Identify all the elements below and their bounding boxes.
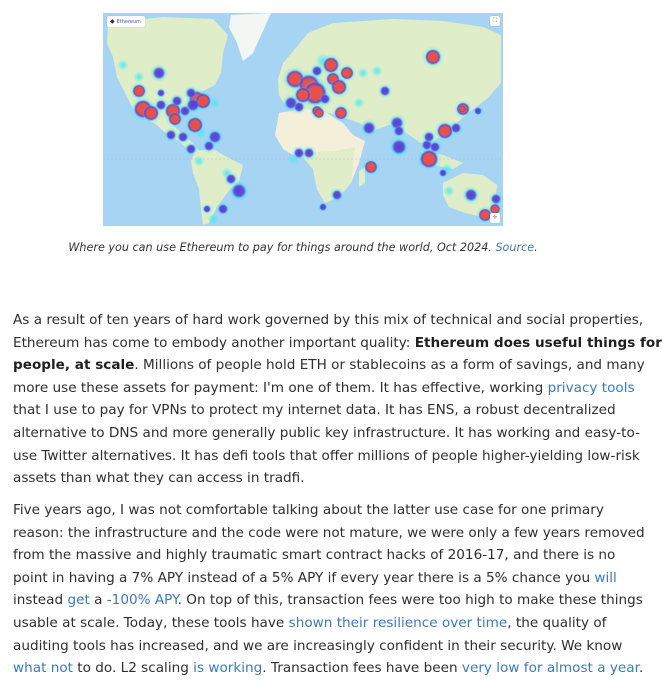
heat-halo: [117, 59, 128, 70]
caption-text: Where you can use Ethereum to pay for things around the world, Oct 2024.: [68, 241, 496, 254]
heat-point: [437, 123, 454, 140]
text-run: use Twitter alternatives. It has defi tools that offer millions of people higher-yielding low-risk: [13, 447, 640, 464]
paragraph-1: [13, 309, 662, 490]
inline-link[interactable]: -100% APY: [106, 592, 178, 609]
paragraph-line: [13, 309, 644, 332]
paragraph-line: [13, 522, 645, 545]
caption-source-link[interactable]: Source: [495, 241, 535, 254]
heat-point: [439, 169, 447, 177]
text-run: reason: the infrastructure and the code were not mature, we were only a few years removed: [13, 524, 645, 541]
heat-point: [303, 147, 314, 158]
heat-point: [185, 87, 196, 98]
heat-point: [313, 107, 324, 118]
text-run: . Transaction fees have been: [262, 660, 462, 677]
heat-point: [391, 139, 408, 156]
text-run: assets than what they can access in tradfi.: [13, 470, 305, 487]
paragraph-line: [13, 354, 645, 377]
inline-link[interactable]: very low for almost a year: [461, 660, 639, 677]
fullscreen-icon: ⛶: [492, 17, 498, 24]
text-run: point in having a 7% APY instead of a 5% APY if every year there is a 5% chance you: [13, 569, 595, 586]
heat-point: [177, 131, 188, 142]
heat-halo: [371, 65, 382, 76]
text-run: alternative to DNS and more generally public key infrastructure. It has working and easy-to-: [13, 424, 640, 441]
text-run: . On top of this, transaction fees were too high to make these things: [177, 592, 643, 609]
paragraph-line: [13, 399, 616, 422]
heat-halo: [353, 97, 364, 108]
paragraph-line: [13, 332, 662, 355]
heat-point: [490, 193, 501, 204]
text-run: , the quality of: [507, 614, 607, 631]
heat-point: [450, 122, 461, 133]
heat-point: [132, 84, 146, 98]
heat-point: [217, 203, 228, 214]
inline-link[interactable]: will: [594, 569, 617, 586]
heat-point: [393, 125, 404, 136]
inline-link[interactable]: shown their resilience over time: [288, 614, 508, 631]
world-map[interactable]: [103, 13, 503, 226]
paragraph-2: [13, 499, 645, 680]
paragraph-line: [13, 467, 598, 490]
heat-point: [152, 66, 166, 80]
caption-end: .: [534, 241, 538, 254]
heat-point: [379, 85, 390, 96]
text-run: from the massive and highly traumatic smart contract hacks of 2016-17, and there is no: [13, 547, 616, 564]
heat-point: [311, 65, 322, 76]
heat-point: [187, 117, 204, 134]
heat-point: [171, 95, 182, 106]
paragraph-line: [13, 657, 644, 680]
text-run: a: [89, 592, 107, 609]
text-run: auditing tools has increased, and we are increasingly confident in their security. We know: [13, 637, 623, 654]
heat-point: [319, 93, 330, 104]
heat-point: [157, 89, 165, 97]
heat-point: [231, 183, 248, 200]
bold-text: people, at scale: [13, 357, 135, 374]
heat-halo: [207, 213, 218, 224]
heat-halo: [133, 71, 144, 82]
heat-halo: [357, 67, 368, 78]
heat-point: [203, 140, 214, 151]
bold-text: Ethereum does useful things for: [414, 334, 662, 351]
heat-point: [225, 173, 236, 184]
heat-point: [423, 131, 434, 142]
locate-button[interactable]: [490, 213, 500, 223]
inline-link[interactable]: what not: [13, 660, 73, 677]
text-run: usable at scale. Today, these tools have: [13, 614, 289, 631]
text-run: that I use to pay for VPNs to protect my internet data. It has ENS, a robust decentralized: [13, 402, 616, 419]
map-layer-label[interactable]: [107, 16, 145, 27]
heat-point: [458, 105, 466, 113]
map-layer-label-text: Ethereum: [116, 18, 142, 25]
inline-link[interactable]: privacy tools: [547, 379, 635, 396]
paragraph-line: [13, 544, 616, 567]
locate-crosshair-icon: ✛: [492, 214, 498, 221]
paragraph-line: [13, 612, 607, 635]
text-run: to do. L2 scaling: [72, 660, 194, 677]
inline-link[interactable]: get: [67, 592, 90, 609]
payment-heatmap-figure[interactable]: [103, 13, 503, 226]
heat-point: [165, 129, 176, 140]
text-run: . Millions of people hold ETH or stablecoins as a form of savings, and many: [134, 357, 645, 374]
heat-point: [203, 205, 211, 213]
text-run: more use these assets for payment: I'm one of them. It has effective, working: [13, 379, 548, 396]
heat-point: [168, 112, 182, 126]
heat-point: [331, 189, 342, 200]
heat-point: [464, 188, 478, 202]
text-run: Five years ago, I was not comfortable talking about the latter use case for one primary: [13, 502, 604, 518]
heat-point: [185, 143, 196, 154]
heat-halo: [193, 155, 204, 166]
text-run: Ethereum has come to embody another important quality:: [13, 334, 415, 351]
heat-point: [429, 141, 440, 152]
paragraph-line: [13, 377, 635, 400]
figure-caption: [0, 241, 606, 254]
paragraph-line: [13, 422, 640, 445]
heat-point: [364, 160, 378, 174]
text-run: As a result of ten years of hard work governed by this mix of technical and social properties,: [13, 312, 644, 328]
paragraph-line: [13, 635, 623, 658]
paragraph-line: [13, 499, 604, 522]
heat-point: [362, 121, 376, 135]
heat-point: [425, 49, 442, 66]
heat-halo: [443, 185, 454, 196]
heat-point: [474, 107, 482, 115]
heat-point: [334, 106, 348, 120]
heat-point: [323, 57, 340, 74]
text-run: .: [638, 660, 644, 677]
text-run: instead: [13, 592, 68, 609]
paragraph-line: [13, 445, 640, 468]
heat-point: [340, 66, 354, 80]
ethereum-diamond-icon: ◆: [110, 18, 115, 25]
heat-point: [331, 79, 348, 96]
heat-point: [293, 101, 304, 112]
paragraph-line: [13, 567, 617, 590]
fullscreen-button[interactable]: [490, 16, 500, 26]
paragraph-line: [13, 589, 643, 612]
heat-point: [293, 147, 304, 158]
heat-point: [319, 203, 327, 211]
inline-link[interactable]: is working: [193, 660, 263, 677]
heat-point: [186, 98, 200, 112]
